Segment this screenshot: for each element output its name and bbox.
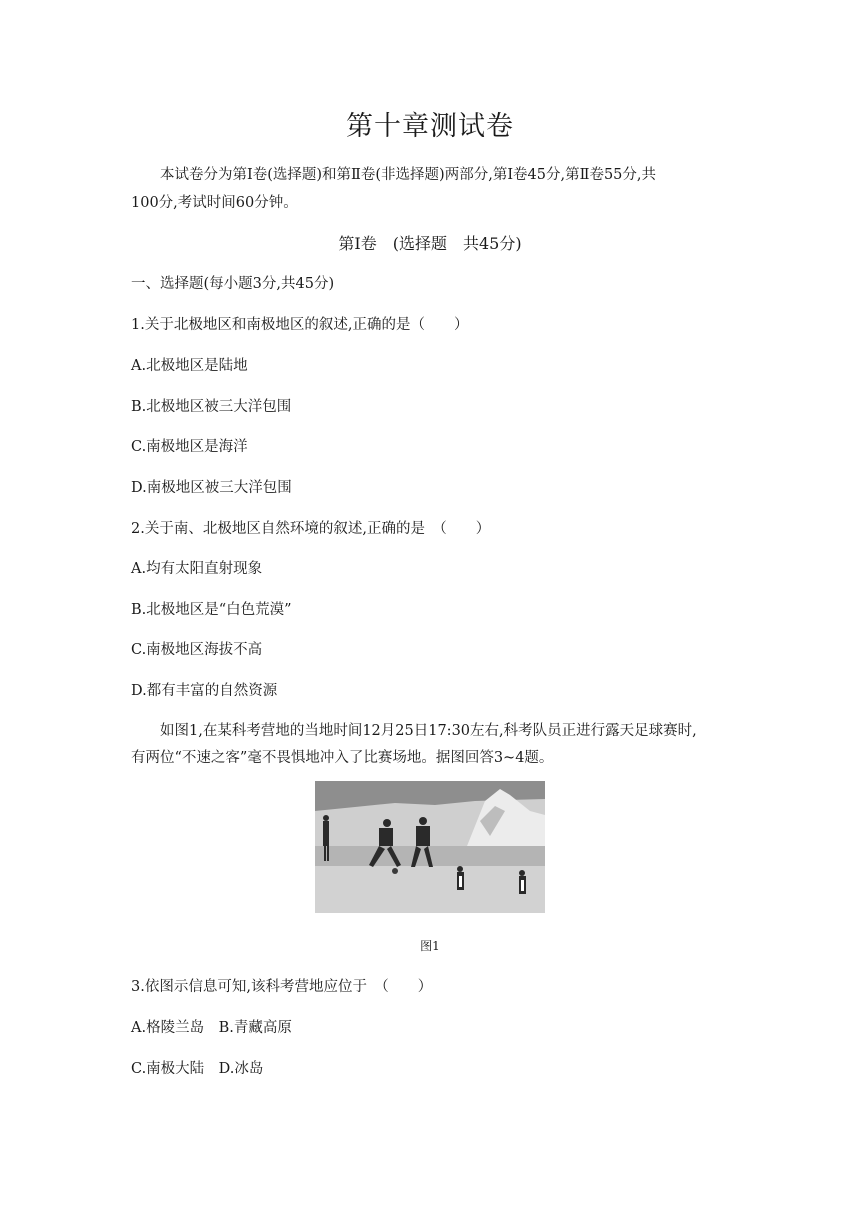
question-2-stem: 2.关于南、北极地区自然环境的叙述,正确的是 （ ） — [131, 521, 491, 537]
passage-line-2: 有两位“不速之客”毫不畏惧地冲入了比赛场地。据图回答3~4题。 — [131, 750, 554, 766]
question-3-stem: 3.依图示信息可知,该科考营地应位于 （ ） — [131, 979, 433, 995]
question-1-option-a: A.北极地区是陆地 — [131, 358, 248, 374]
question-1-option-c: C.南极地区是海洋 — [131, 439, 248, 455]
intro-line-2: 100分,考试时间60分钟。 — [131, 195, 298, 211]
figure-caption: 图1 — [420, 939, 440, 953]
question-2-option-c: C.南极地区海拔不高 — [131, 642, 263, 658]
question-1-stem: 1.关于北极地区和南极地区的叙述,正确的是（ ） — [131, 317, 469, 333]
intro-line-1: 本试卷分为第Ⅰ卷(选择题)和第Ⅱ卷(非选择题)两部分,第Ⅰ卷45分,第Ⅱ卷55分,共 — [160, 167, 657, 183]
page-title: 第十章测试卷 — [346, 111, 514, 142]
question-2-option-d: D.都有丰富的自然资源 — [131, 683, 278, 699]
question-2-option-a: A.均有太阳直射现象 — [131, 561, 263, 577]
section-title: 第Ⅰ卷 (选择题 共45分) — [338, 234, 522, 253]
part-heading: 一、选择题(每小题3分,共45分) — [131, 276, 335, 292]
question-2-option-b: B.北极地区是“白色荒漠” — [131, 602, 292, 618]
question-3-options-row-2: C.南极大陆 D.冰岛 — [131, 1061, 264, 1077]
question-3-options-row-1: A.格陵兰岛 B.青藏高原 — [131, 1020, 292, 1036]
passage-line-1: 如图1,在某科考营地的当地时间12月25日17:30左右,科考队员正进行露天足球赛时, — [160, 723, 697, 739]
question-1-option-b: B.北极地区被三大洋包围 — [131, 399, 292, 415]
question-1-option-d: D.南极地区被三大洋包围 — [131, 480, 292, 496]
antarctic-football-photo — [315, 781, 545, 913]
